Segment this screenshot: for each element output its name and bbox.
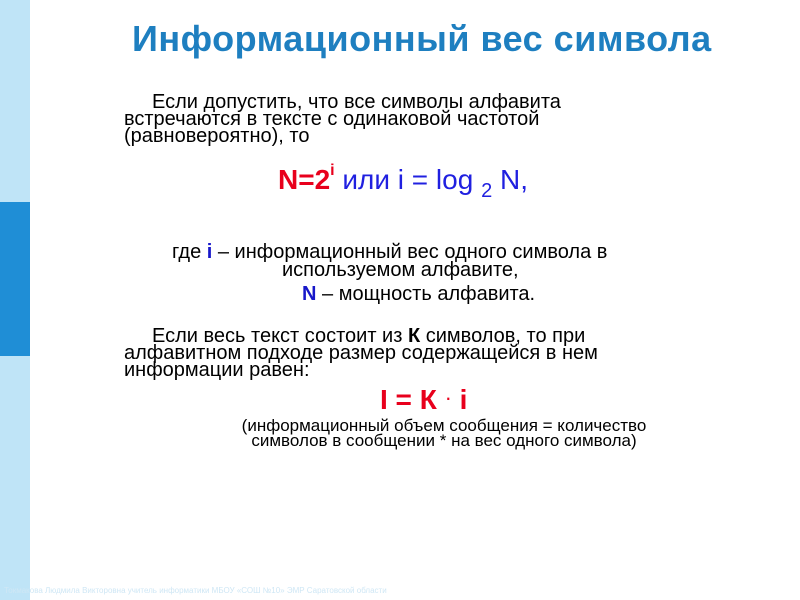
- volume-line-1b: символов, то при: [420, 325, 586, 347]
- slide-title: Информационный вес символа: [132, 18, 712, 59]
- where-prefix: где: [172, 241, 207, 263]
- formula-log-part: или i = log: [334, 164, 482, 195]
- note-line-1: (информационный объем сообщения = количество: [241, 416, 647, 435]
- volume-note: [194, 418, 694, 448]
- hartley-formula: [278, 162, 528, 203]
- volume-k-var: К: [407, 325, 421, 347]
- where-n-var: N: [302, 283, 317, 305]
- formula-n-eq: N=2: [278, 164, 331, 195]
- where-i-desc: – информационный вес одного символа в: [212, 241, 608, 263]
- volume-line-3: информации равен:: [124, 359, 310, 381]
- formula-tail: N,: [492, 164, 528, 195]
- intro-line-2: встречаются в тексте с одинаковой частотой: [124, 108, 540, 130]
- where-line-3: [302, 283, 536, 305]
- intro-line-3: (равновероятно), то: [124, 125, 310, 147]
- where-i-var: i: [206, 241, 213, 263]
- volume-formula-dot: ·: [444, 385, 452, 410]
- volume-formula-right: i: [459, 384, 468, 415]
- volume-line-2: алфавитном подходе размер содержащейся в нем: [124, 342, 598, 364]
- formula-exponent: i: [330, 162, 335, 179]
- note-line-2: символов в сообщении * на вес одного символа): [251, 431, 637, 450]
- where-line-2: используемом алфавите,: [282, 259, 519, 281]
- volume-paragraph: [124, 325, 728, 381]
- intro-paragraph: [124, 91, 728, 147]
- left-accent-block: [0, 202, 30, 356]
- volume-line-1a: Если весь текст состоит из: [152, 325, 408, 347]
- volume-formula: [380, 384, 467, 416]
- formula-log-base: 2: [481, 180, 493, 202]
- author-footer: Токмакова Людмила Викторовна учитель информатики МБОУ «СОШ №10» ЭМР Саратовской области: [4, 586, 387, 595]
- intro-line-1: Если допустить, что все символы алфавита: [152, 91, 561, 113]
- where-n-desc: – мощность алфавита.: [316, 283, 536, 305]
- volume-formula-left: I = К: [380, 384, 437, 415]
